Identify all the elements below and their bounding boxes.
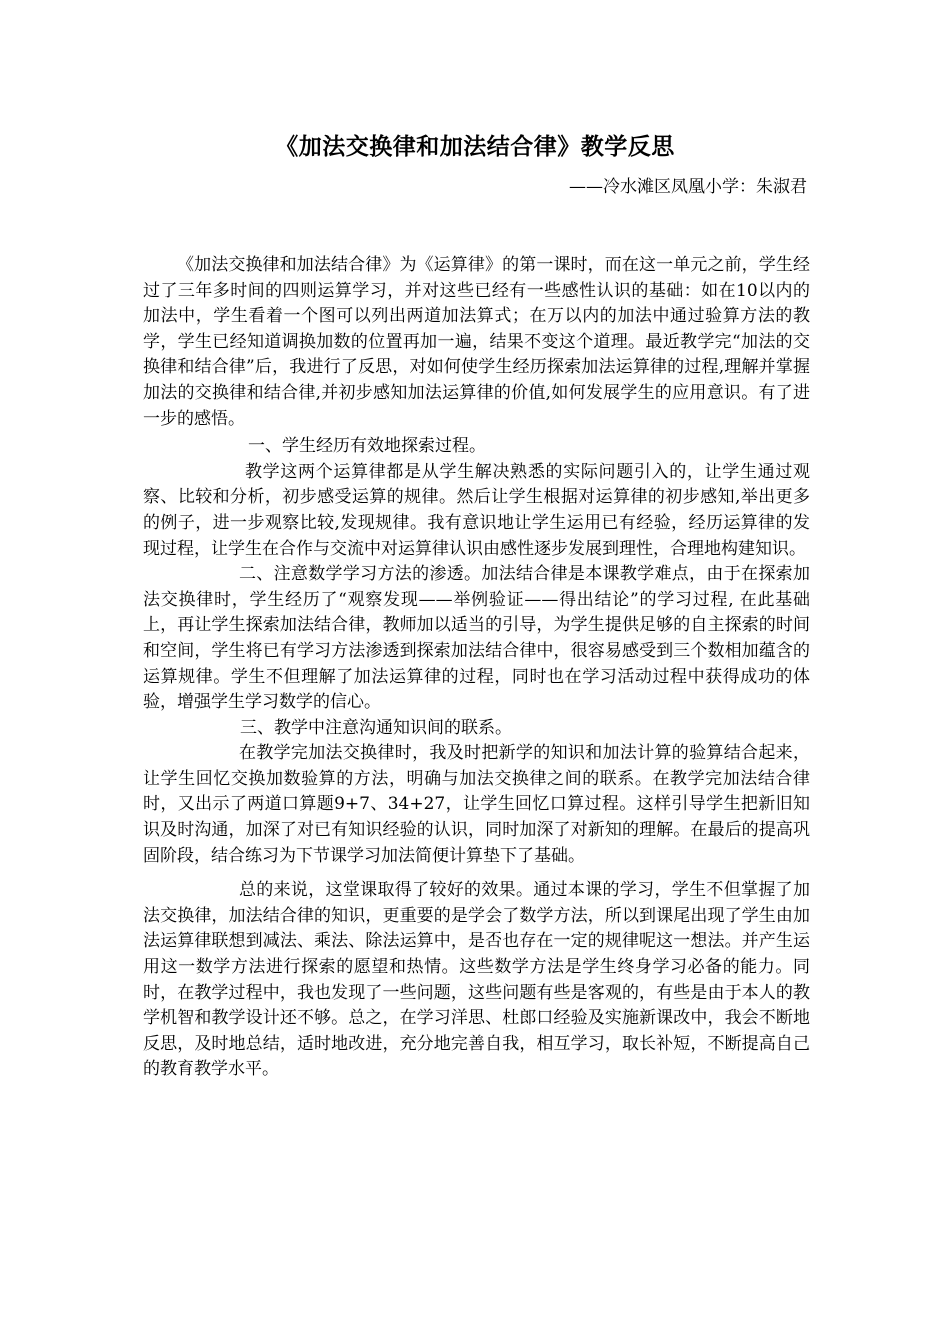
paragraph-section-2: 二、注意数学学习方法的渗透。加法结合律是本课教学难点，由于在探索加法交换律时，学生经历了“观察发现——举例验证——得出结论”的学习过程, 在此基础上，再让学生探索加法结合律，教师加以适当的引导，为学生提供足够的自主探索的时间和空间，学生将已有学习方法渗透到探索加法结合律中，很容易感受到三个数相加蕴含的运算规律。学生不但理解了加法运算律的过程，同时也在学习活动过程中获得成功的体验，增强学生学习数学的信心。 xyxy=(143,564,810,713)
document-body xyxy=(143,253,810,1083)
section-heading-1: 一、学生经历有效地探索过程。 xyxy=(248,436,486,457)
paragraph-section-3: 在教学完加法交换律时，我及时把新学的知识和加法计算的验算结合起来，让学生回忆交换加数验算的方法，明确与加法交换律之间的联系。在教学完加法结合律时，又出示了两道口算题9+7、34+27，让学生回忆口算过程。这样引导学生把新旧知识及时沟通，加深了对已有知识经验的认识，同时加深了对新知的理解。在最后的提高巩固阶段，结合练习为下节课学习加法简便计算垫下了基础。 xyxy=(143,743,810,866)
author-byline: ——冷水滩区凤凰小学：朱淑君 xyxy=(569,177,807,197)
paragraph-intro: 《加法交换律和加法结合律》为《运算律》的第一课时，而在这一单元之前，学生经过了三年多时间的四则运算学习，并对这些已经有一些感性认识的基础：如在10以内的加法中，学生看着一个图可以列出两道加法算式；在万以内的加法中通过验算方法的教学，学生已经知道调换加数的位置再加一遍，结果不变这个道理。最近教学完“加法的交换律和结合律”后，我进行了反思，对如何使学生经历探索加法运算律的过程,理解并掌握加法的交换律和结合律,并初步感知加法运算律的价值,如何发展学生的应用意识。有了进一步的感悟。 xyxy=(143,255,810,429)
section-heading-3: 三、教学中注意沟通知识间的联系。 xyxy=(240,717,512,738)
paragraph-section-1: 教学这两个运算律都是从学生解决熟悉的实际问题引入的，让学生通过观察、比较和分析，初步感受运算的规律。然后让学生根据对运算律的初步感知,举出更多的例子，进一步观察比较,发现规律。我有意识地让学生运用已有经验，经历运算律的发现过程，让学生在合作与交流中对运算律认识由感性逐步发展到理性，合理地构建知识。 xyxy=(143,461,810,559)
paragraph-conclusion: 总的来说，这堂课取得了较好的效果。通过本课的学习，学生不但掌握了加法交换律，加法结合律的知识，更重要的是学会了数学方法，所以到课尾出现了学生由加法运算律联想到减法、乘法、除法运算中，是否也存在一定的规律呢这一想法。并产生运用这一数学方法进行探索的愿望和热情。这些数学方法是学生终身学习必备的能力。同时，在教学过程中，我也发现了一些问题，这些问题有些是客观的，有些是由于本人的教学机智和教学设计还不够。总之，在学习洋思、杜郎口经验及实施新课改中，我会不断地反思，及时地总结，适时地改进，充分地完善自我，相互学习，取长补短，不断提高自己的教育教学水平。 xyxy=(143,880,810,1080)
page-title: 《加法交换律和加法结合律》教学反思 xyxy=(275,134,675,160)
